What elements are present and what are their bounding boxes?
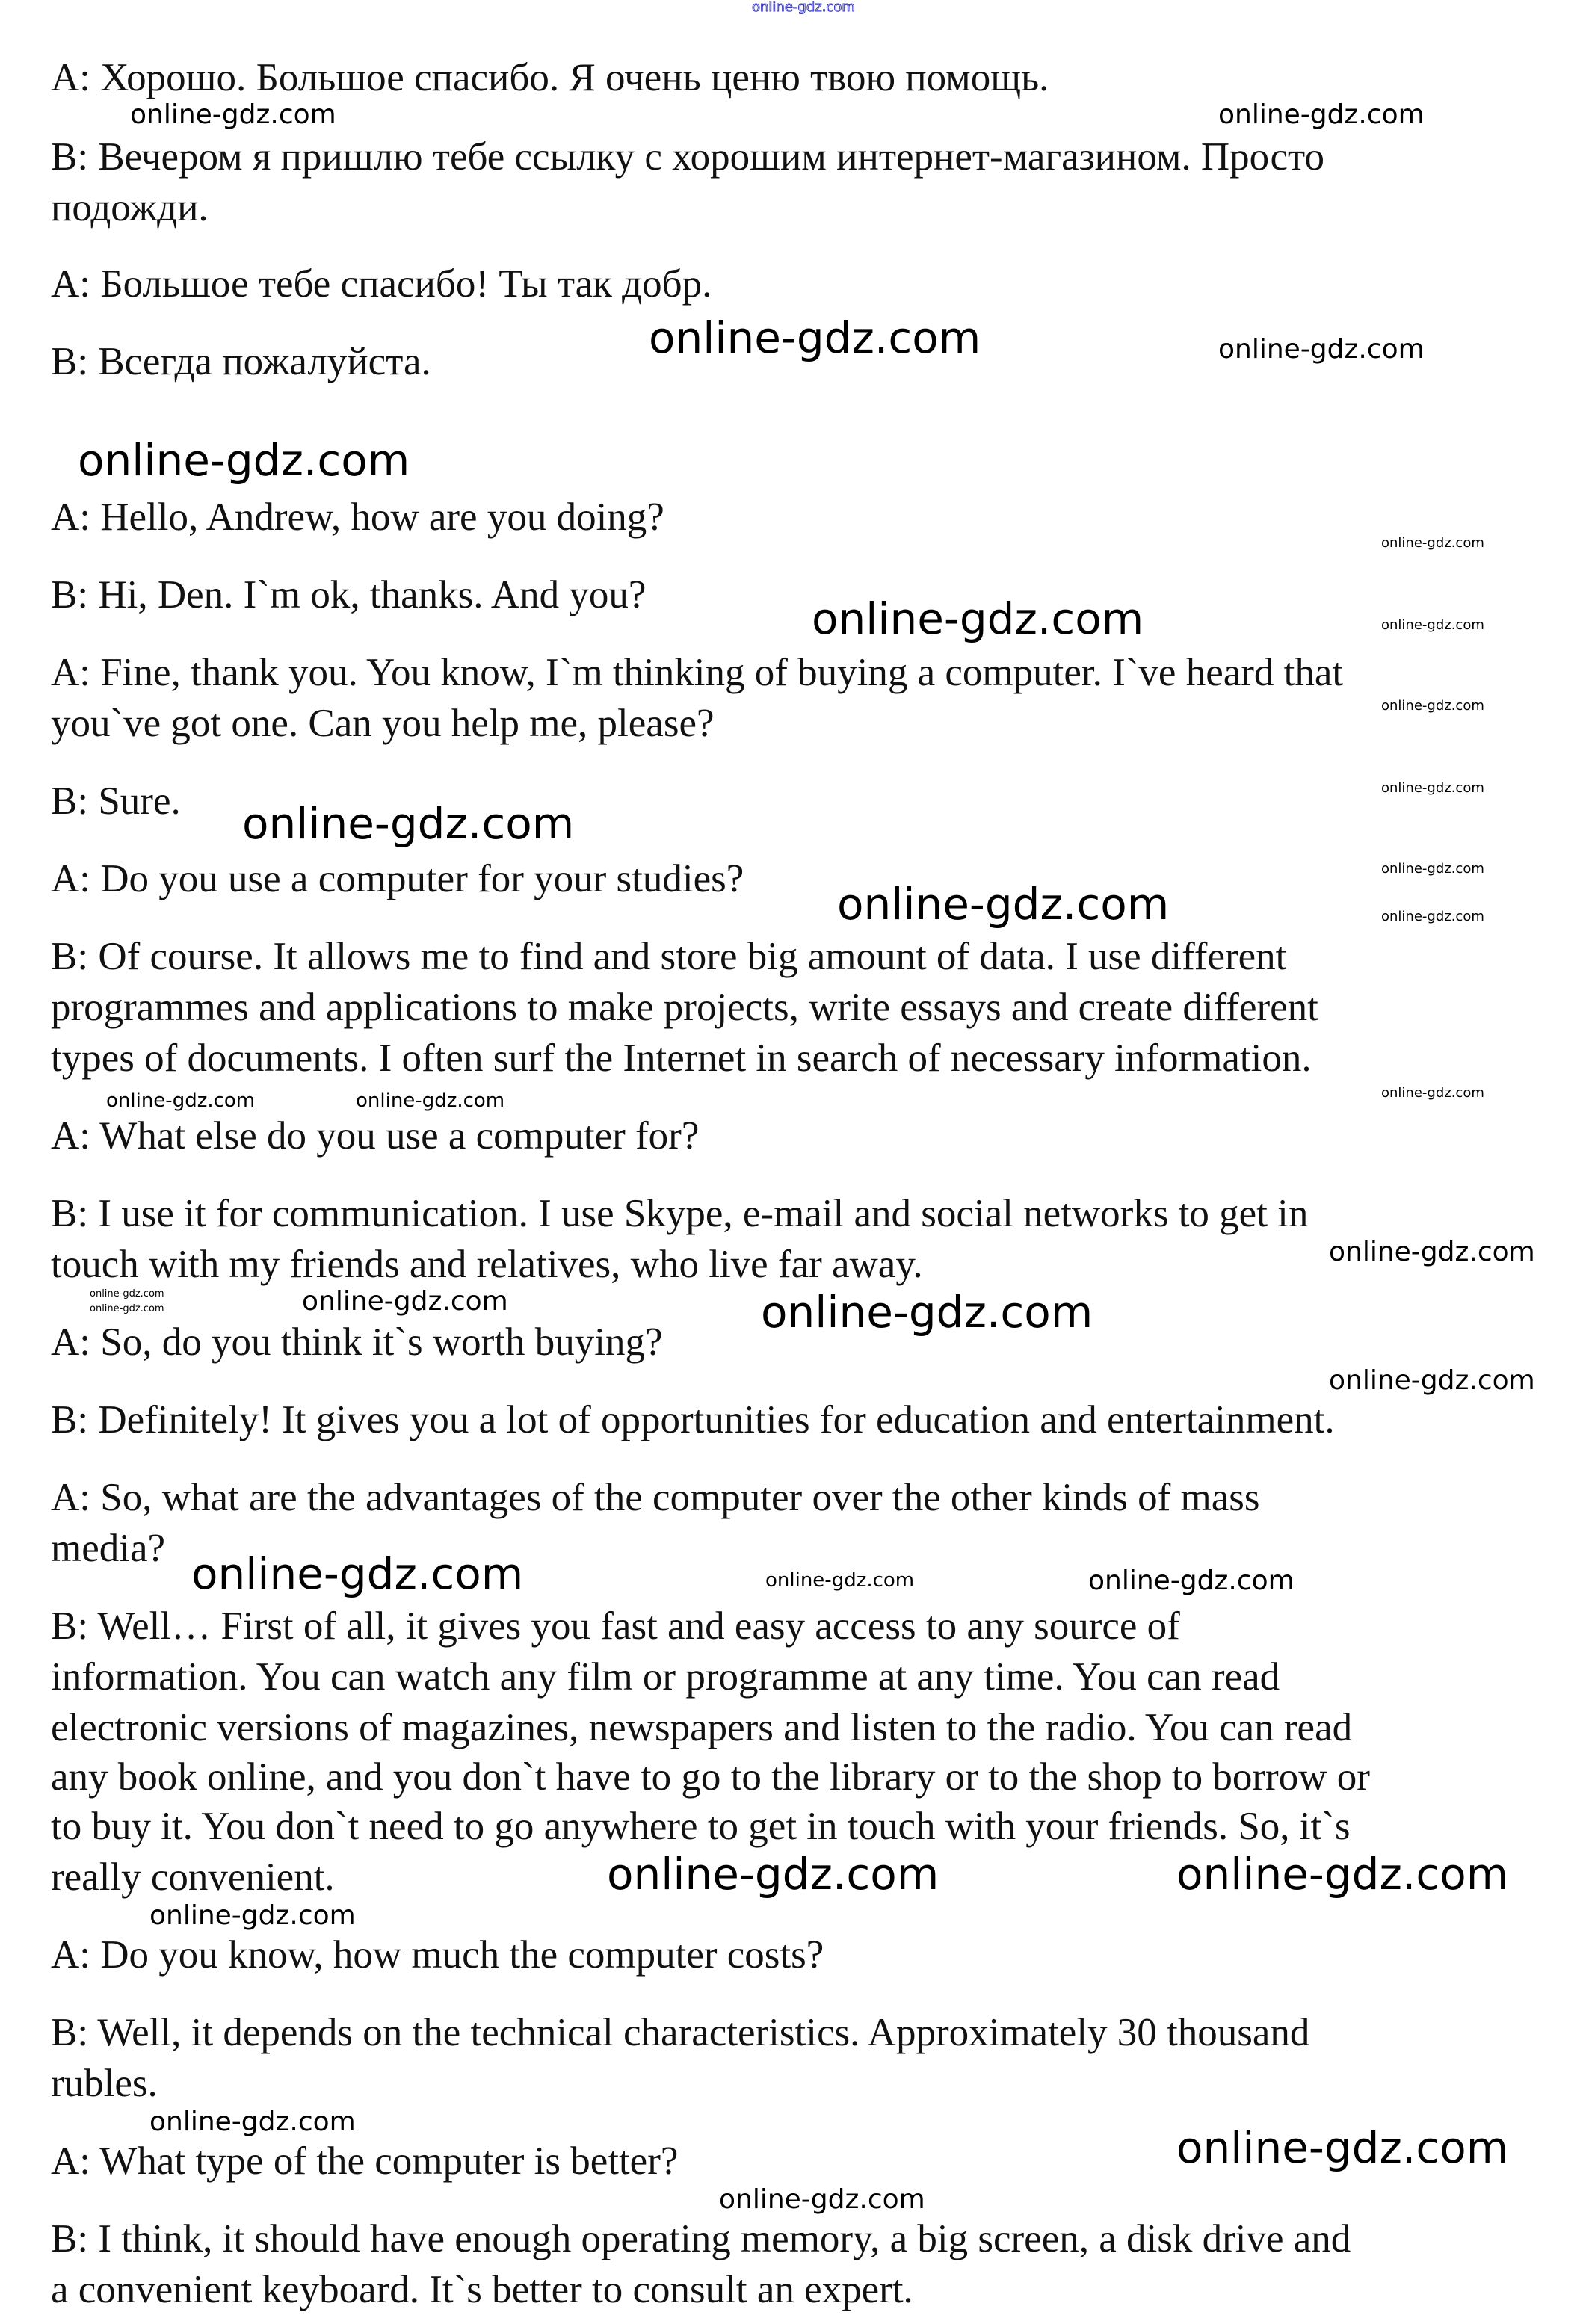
dialogue-text: A: What type of the computer is better? bbox=[51, 2139, 679, 2183]
dialogue-text: A: Do you know, how much the computer costs? bbox=[51, 1933, 824, 1977]
dialogue-text: types of documents. I often surf the Internet in search of necessary information. bbox=[51, 1036, 1312, 1080]
dialogue-text: A: What else do you use a computer for? bbox=[51, 1114, 700, 1158]
dialogue-text: A: Хорошо. Большое спасибо. Я очень ценю твою помощь. bbox=[51, 56, 1049, 99]
dialogue-text: touch with my friends and relatives, who live far away. bbox=[51, 1243, 923, 1286]
watermark: online-gdz.com bbox=[1218, 99, 1425, 130]
watermark: online-gdz.com bbox=[78, 435, 410, 486]
watermark: online-gdz.com bbox=[1381, 909, 1484, 924]
watermark: online-gdz.com bbox=[719, 2184, 925, 2215]
dialogue-text: electronic versions of magazines, newspapers and listen to the radio. You can read bbox=[51, 1706, 1353, 1749]
dialogue-text: B: Всегда пожалуйста. bbox=[51, 340, 431, 383]
watermark: online-gdz.com bbox=[1218, 334, 1425, 365]
watermark: online-gdz.com bbox=[242, 798, 575, 849]
watermark: online-gdz.com bbox=[752, 0, 855, 15]
watermark: online-gdz.com bbox=[106, 1090, 256, 1112]
watermark: online-gdz.com bbox=[130, 99, 336, 130]
watermark: online-gdz.com bbox=[1381, 617, 1484, 633]
dialogue-text: you`ve got one. Can you help me, please? bbox=[51, 702, 715, 745]
watermark: online-gdz.com bbox=[90, 1303, 164, 1314]
dialogue-text: B: Well, it depends on the technical characteristics. Approximately 30 thousand bbox=[51, 2011, 1310, 2054]
watermark: online-gdz.com bbox=[356, 1090, 505, 1112]
watermark: online-gdz.com bbox=[149, 2107, 356, 2137]
dialogue-text: any book online, and you don`t have to go to the library or to the shop to borrow or bbox=[51, 1755, 1370, 1799]
dialogue-text: A: Hello, Andrew, how are you doing? bbox=[51, 495, 664, 539]
watermark: online-gdz.com bbox=[761, 1287, 1093, 1338]
dialogue-text: A: So, do you think it`s worth buying? bbox=[51, 1320, 663, 1364]
watermark: online-gdz.com bbox=[191, 1548, 524, 1599]
dialogue-text: a convenient keyboard. It`s better to consult an expert. bbox=[51, 2268, 913, 2311]
dialogue-text: media? bbox=[51, 1527, 166, 1570]
watermark: online-gdz.com bbox=[1381, 535, 1484, 551]
dialogue-text: B: I use it for communication. I use Skype, e-mail and social networks to get in bbox=[51, 1192, 1309, 1235]
dialogue-text: to buy it. You don`t need to go anywhere to get in touch with your friends. So, it`s bbox=[51, 1805, 1351, 1848]
watermark: online-gdz.com bbox=[607, 1849, 939, 1900]
watermark: online-gdz.com bbox=[1381, 1085, 1484, 1101]
dialogue-text: B: I think, it should have enough operating memory, a big screen, a disk drive and bbox=[51, 2217, 1351, 2260]
dialogue-text: really convenient. bbox=[51, 1855, 335, 1899]
dialogue-text: B: Sure. bbox=[51, 779, 181, 823]
dialogue-text: B: Of course. It allows me to find and store big amount of data. I use different bbox=[51, 935, 1287, 978]
watermark: online-gdz.com bbox=[1176, 1849, 1509, 1900]
watermark: online-gdz.com bbox=[149, 1900, 356, 1931]
watermark: online-gdz.com bbox=[1176, 2122, 1509, 2173]
watermark: online-gdz.com bbox=[812, 593, 1144, 644]
dialogue-text: B: Вечером я пришлю тебе ссылку с хорошим интернет-магазином. Просто bbox=[51, 135, 1324, 179]
watermark: online-gdz.com bbox=[837, 879, 1170, 930]
dialogue-text: A: Fine, thank you. You know, I`m thinking of buying a computer. I`ve heard that bbox=[51, 651, 1344, 694]
dialogue-text: B: Well… First of all, it gives you fast and easy access to any source of bbox=[51, 1604, 1180, 1648]
dialogue-text: information. You can watch any film or programme at any time. You can read bbox=[51, 1655, 1280, 1699]
dialogue-text: programmes and applications to make projects, write essays and create different bbox=[51, 986, 1318, 1029]
watermark: online-gdz.com bbox=[302, 1286, 508, 1317]
watermark: online-gdz.com bbox=[1381, 861, 1484, 877]
watermark: online-gdz.com bbox=[765, 1569, 915, 1592]
watermark: online-gdz.com bbox=[1329, 1365, 1535, 1396]
dialogue-text: A: Do you use a computer for your studies? bbox=[51, 857, 744, 900]
dialogue-text: A: So, what are the advantages of the computer over the other kinds of mass bbox=[51, 1476, 1260, 1519]
dialogue-text: rubles. bbox=[51, 2062, 158, 2105]
watermark: online-gdz.com bbox=[1329, 1237, 1535, 1267]
watermark: online-gdz.com bbox=[1381, 698, 1484, 714]
watermark: online-gdz.com bbox=[90, 1288, 164, 1299]
dialogue-text: A: Большое тебе спасибо! Ты так добр. bbox=[51, 262, 712, 306]
dialogue-text: B: Definitely! It gives you a lot of opportunities for education and entertainment. bbox=[51, 1398, 1335, 1441]
watermark: online-gdz.com bbox=[649, 312, 981, 363]
dialogue-text: B: Hi, Den. I`m ok, thanks. And you? bbox=[51, 573, 647, 616]
watermark: online-gdz.com bbox=[1381, 780, 1484, 796]
watermark: online-gdz.com bbox=[1088, 1566, 1295, 1596]
dialogue-text: подожди. bbox=[51, 186, 209, 229]
